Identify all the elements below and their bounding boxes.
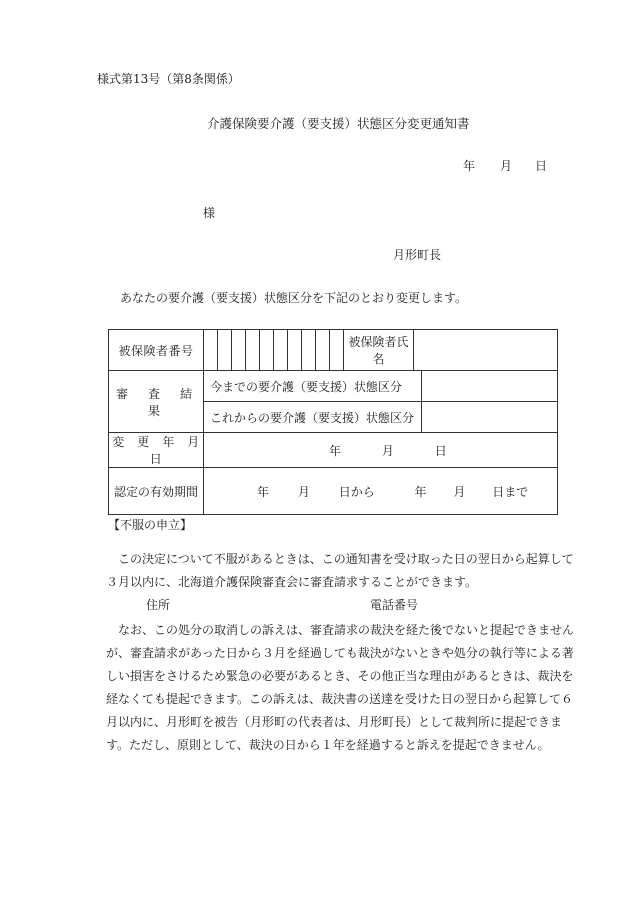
- digit-box: [218, 330, 232, 370]
- recipient-suffix: 様: [203, 206, 216, 220]
- table-row-validity: [109, 468, 558, 515]
- appeal-paragraph-2: なお、この処分の取消しの訴えは、審査請求の裁決を経た後でないと提起できませんが、審査請求があった日から３月を経過しても裁決がないときや処分の執行等による著しい損害をさけるため緊急の必要があるとき、その他正当な理由があるときは、裁決を経なくても提起できます。この訴えは、裁決書の送達を受けた日の翌日から起算して６月以内に、月形町を被告（月形町の代表者は、月形町長）として裁判所に提起できます。ただし、原則として、裁決の日から１年を経過すると訴えを提起できません。: [106, 623, 575, 752]
- previous-status-value: [422, 371, 558, 402]
- validity-from-day: 日から: [338, 484, 375, 499]
- digit-box: [232, 330, 246, 370]
- validity-value: [204, 468, 558, 515]
- digit-box: [316, 330, 330, 370]
- validity-from-month: 月: [297, 484, 310, 499]
- insured-name-label: 被保険者氏名: [344, 330, 414, 371]
- digit-box: [246, 330, 260, 370]
- issuer-name: 月形町長: [393, 248, 442, 262]
- intro-text: あなたの要介護（要支援）状態区分を下記のとおり変更します。: [120, 291, 468, 305]
- review-result-label: 審 査 結 果: [109, 371, 204, 433]
- digit-box: [288, 330, 302, 370]
- digit-box: [330, 330, 343, 370]
- table-row-insured: [109, 330, 558, 371]
- change-date-month: 月: [381, 443, 394, 458]
- digit-box: [302, 330, 316, 370]
- insured-number-label: 被保険者番号: [109, 330, 204, 371]
- appeal-paragraph-1: この決定について不服があるときは、この通知書を受け取った日の翌日から起算して３月以内に、北海道介護保険審査会に審査請求することができます。: [106, 552, 574, 589]
- validity-label: 認定の有効期間: [109, 468, 204, 515]
- validity-to-day: 日まで: [492, 484, 529, 499]
- table-row-change-date: [109, 433, 558, 468]
- validity-from-year: 年: [257, 484, 270, 499]
- digit-box: [274, 330, 288, 370]
- table-row-previous-status: [109, 371, 558, 402]
- document-title: 介護保険要介護（要支援）状態区分変更通知書: [207, 116, 470, 131]
- issue-date-year: 年: [463, 159, 476, 173]
- change-date-value: [204, 433, 558, 468]
- digit-box: [204, 330, 218, 370]
- contact-address-label: 住所: [146, 598, 171, 612]
- change-date-day: 日: [434, 443, 447, 458]
- validity-to-month: 月: [453, 484, 466, 499]
- insured-number-boxes: [204, 330, 344, 371]
- validity-to-year: 年: [414, 484, 427, 499]
- change-date-year: 年: [329, 443, 342, 458]
- digit-box: [260, 330, 274, 370]
- previous-status-label: 今までの要介護（要支援）状態区分: [204, 371, 422, 402]
- insured-name-value: [414, 330, 558, 371]
- new-status-value: [422, 402, 558, 433]
- issue-date-month: 月: [500, 159, 513, 173]
- issue-date-day: 日: [535, 159, 548, 173]
- form-number: 様式第13号（第8条関係）: [97, 72, 240, 86]
- contact-phone-label: 電話番号: [370, 598, 419, 612]
- change-date-label: 変 更 年 月 日: [109, 433, 204, 468]
- new-status-label: これからの要介護（要支援）状態区分: [204, 402, 422, 433]
- appeal-heading: 【不服の申立】: [108, 518, 193, 532]
- info-table: [108, 329, 558, 515]
